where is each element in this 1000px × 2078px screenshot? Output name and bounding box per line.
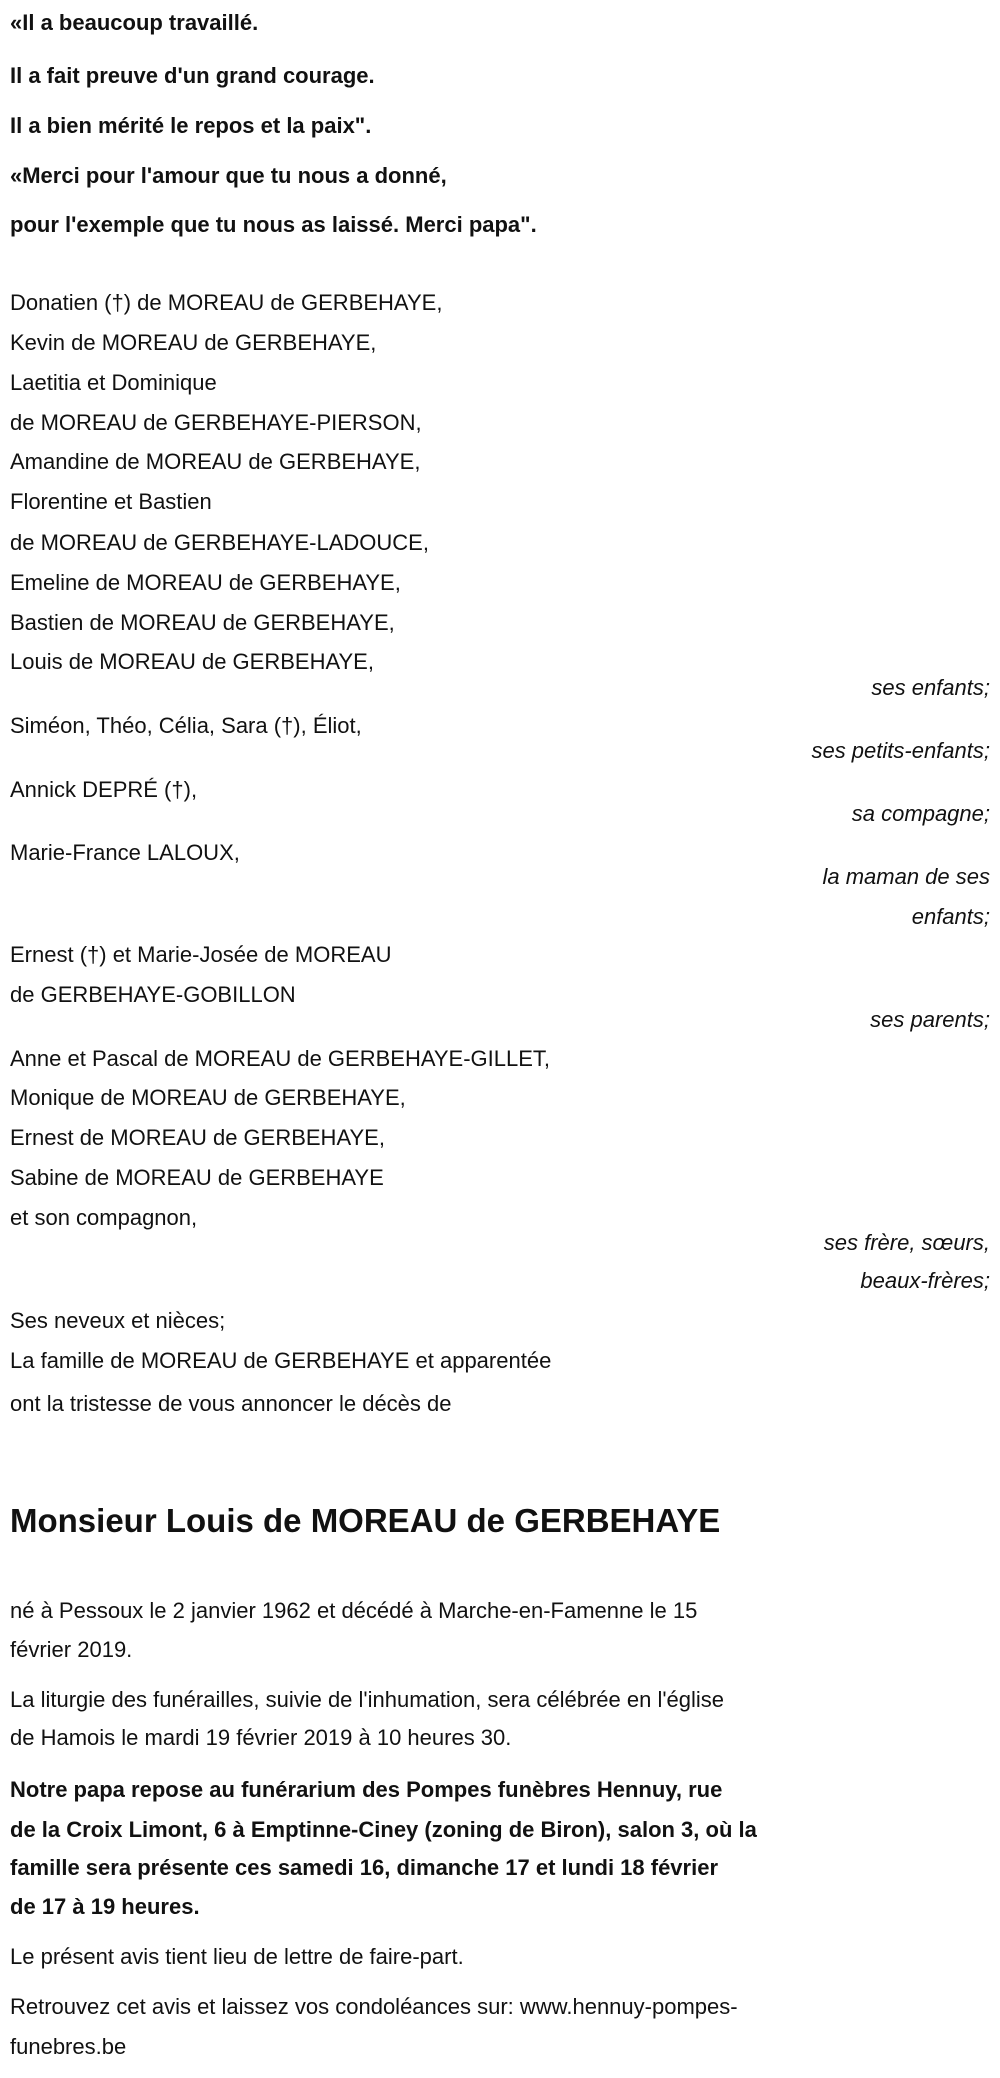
quote-line: Il a fait preuve d'un grand courage. xyxy=(10,63,375,88)
deceased-name: Monsieur Louis de MOREAU de GERBEHAYE xyxy=(10,1502,721,1539)
relation-label: ses frère, sœurs, xyxy=(823,1230,990,1255)
family-member: Kevin de MOREAU de GERBEHAYE, xyxy=(10,330,377,355)
family-member: Laetitia et Dominique xyxy=(10,370,217,395)
relation-label: sa compagne; xyxy=(851,801,990,826)
relation-label: ses petits-enfants; xyxy=(811,738,990,763)
quote-line: «Merci pour l'amour que tu nous a donné, xyxy=(10,163,447,188)
family-member: Amandine de MOREAU de GERBEHAYE, xyxy=(10,449,421,474)
family-member: Annick DEPRÉ (†), xyxy=(10,777,198,802)
funeral-line: de Hamois le mardi 19 février 2019 à 10 heures 30. xyxy=(10,1725,512,1750)
family-member: Ses neveux et nièces; xyxy=(10,1308,226,1333)
family-member: Louis de MOREAU de GERBEHAYE, xyxy=(10,649,374,674)
relation-label: beaux-frères; xyxy=(860,1268,990,1293)
relation-label: la maman de ses xyxy=(822,864,990,889)
family-member: de GERBEHAYE-GOBILLON xyxy=(10,982,296,1007)
visitation-line: Notre papa repose au funérarium des Pompes funèbres Hennuy, rue xyxy=(10,1777,723,1802)
quote-line: Il a bien mérité le repos et la paix". xyxy=(10,113,372,138)
condolences-line: funebres.be xyxy=(10,2034,127,2059)
announcement-text: ont la tristesse de vous annoncer le décès de xyxy=(10,1391,452,1416)
quote-line: pour l'exemple que tu nous as laissé. Merci papa". xyxy=(10,212,537,237)
visitation-line: de la Croix Limont, 6 à Emptinne-Ciney (zoning de Biron), salon 3, où la xyxy=(10,1817,757,1842)
condolences-line: Retrouvez cet avis et laissez vos condoléances sur: www.hennuy-pompes- xyxy=(10,1994,738,2019)
notice-line: Le présent avis tient lieu de lettre de faire-part. xyxy=(10,1944,464,1969)
family-member: La famille de MOREAU de GERBEHAYE et apparentée xyxy=(10,1348,552,1373)
relation-label: ses parents; xyxy=(870,1007,990,1032)
funeral-line: La liturgie des funérailles, suivie de l'inhumation, sera célébrée en l'église xyxy=(10,1687,725,1712)
family-member: Sabine de MOREAU de GERBEHAYE xyxy=(10,1165,384,1190)
family-member: de MOREAU de GERBEHAYE-LADOUCE, xyxy=(10,530,429,555)
family-member: Bastien de MOREAU de GERBEHAYE, xyxy=(10,610,395,635)
family-member: de MOREAU de GERBEHAYE-PIERSON, xyxy=(10,410,422,435)
relation-label: enfants; xyxy=(911,904,990,929)
family-member: Ernest de MOREAU de GERBEHAYE, xyxy=(10,1125,385,1150)
birth-death-line: février 2019. xyxy=(10,1637,133,1662)
family-member: Anne et Pascal de MOREAU de GERBEHAYE-GILLET, xyxy=(10,1046,551,1071)
family-member: Donatien (†) de MOREAU de GERBEHAYE, xyxy=(10,290,443,315)
visitation-line: famille sera présente ces samedi 16, dimanche 17 et lundi 18 février xyxy=(10,1855,719,1880)
family-member: Florentine et Bastien xyxy=(10,489,212,514)
birth-death-line: né à Pessoux le 2 janvier 1962 et décédé à Marche-en-Famenne le 15 xyxy=(10,1598,698,1623)
family-member: Monique de MOREAU de GERBEHAYE, xyxy=(10,1085,406,1110)
family-member: Marie-France LALOUX, xyxy=(10,840,240,865)
family-member: Emeline de MOREAU de GERBEHAYE, xyxy=(10,570,401,595)
family-member: Ernest (†) et Marie-Josée de MOREAU xyxy=(10,942,392,967)
visitation-line: de 17 à 19 heures. xyxy=(10,1894,200,1919)
family-member: Siméon, Théo, Célia, Sara (†), Éliot, xyxy=(10,713,362,738)
family-member: et son compagnon, xyxy=(10,1205,198,1230)
relation-label: ses enfants; xyxy=(871,675,990,700)
quote-line: «Il a beaucoup travaillé. xyxy=(10,10,259,35)
